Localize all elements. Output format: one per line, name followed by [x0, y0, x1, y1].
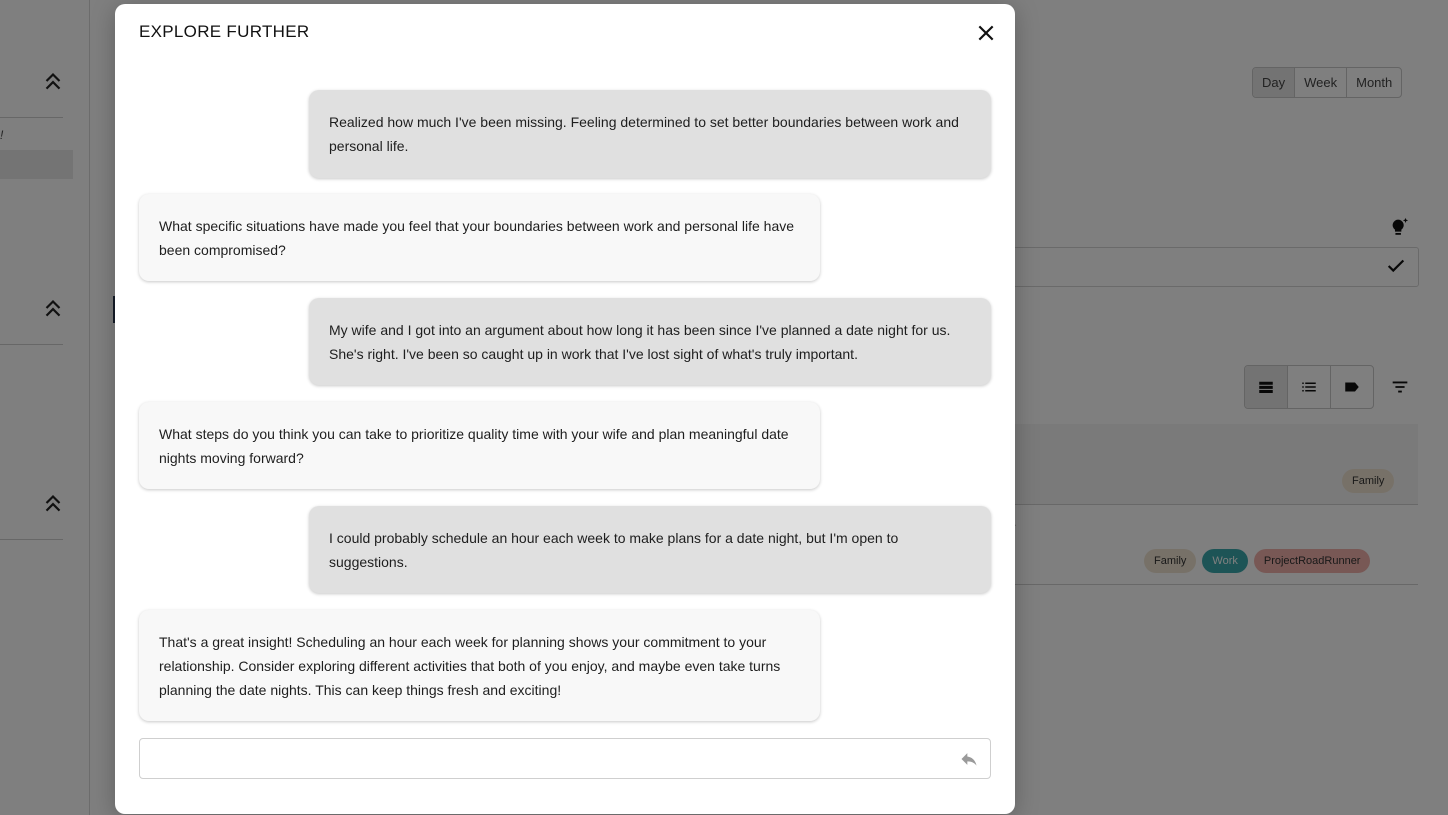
dialog-title: EXPLORE FURTHER [139, 22, 310, 41]
close-button[interactable] [973, 20, 999, 46]
user-message: Realized how much I've been missing. Feeling determined to set better boundaries between work and personal life. [309, 90, 991, 178]
reply-box [139, 738, 991, 779]
reply-input[interactable] [150, 739, 944, 780]
user-message: I could probably schedule an hour each week to make plans for a date night, but I'm open to suggestions. [309, 506, 991, 593]
assistant-message: What specific situations have made you feel that your boundaries between work and personal life have been compromised? [139, 194, 820, 281]
assistant-message: What steps do you think you can take to prioritize quality time with your wife and plan meaningful date nights moving forward? [139, 402, 820, 489]
user-message: My wife and I got into an argument about how long it has been since I've planned a date night for us. She's right. I've been so caught up in work that I've lost sight of what's truly important. [309, 298, 991, 385]
close-icon [976, 23, 996, 43]
send-reply-button[interactable] [958, 748, 980, 770]
assistant-message: That's a great insight! Scheduling an hour each week for planning shows your commitment to your relationship. Consider exploring different activities that both of you enjoy, and maybe even take turns planning the date nights. This can keep things fresh and exciting! [139, 610, 820, 721]
explore-further-dialog [115, 4, 1015, 814]
reply-icon [959, 749, 979, 769]
